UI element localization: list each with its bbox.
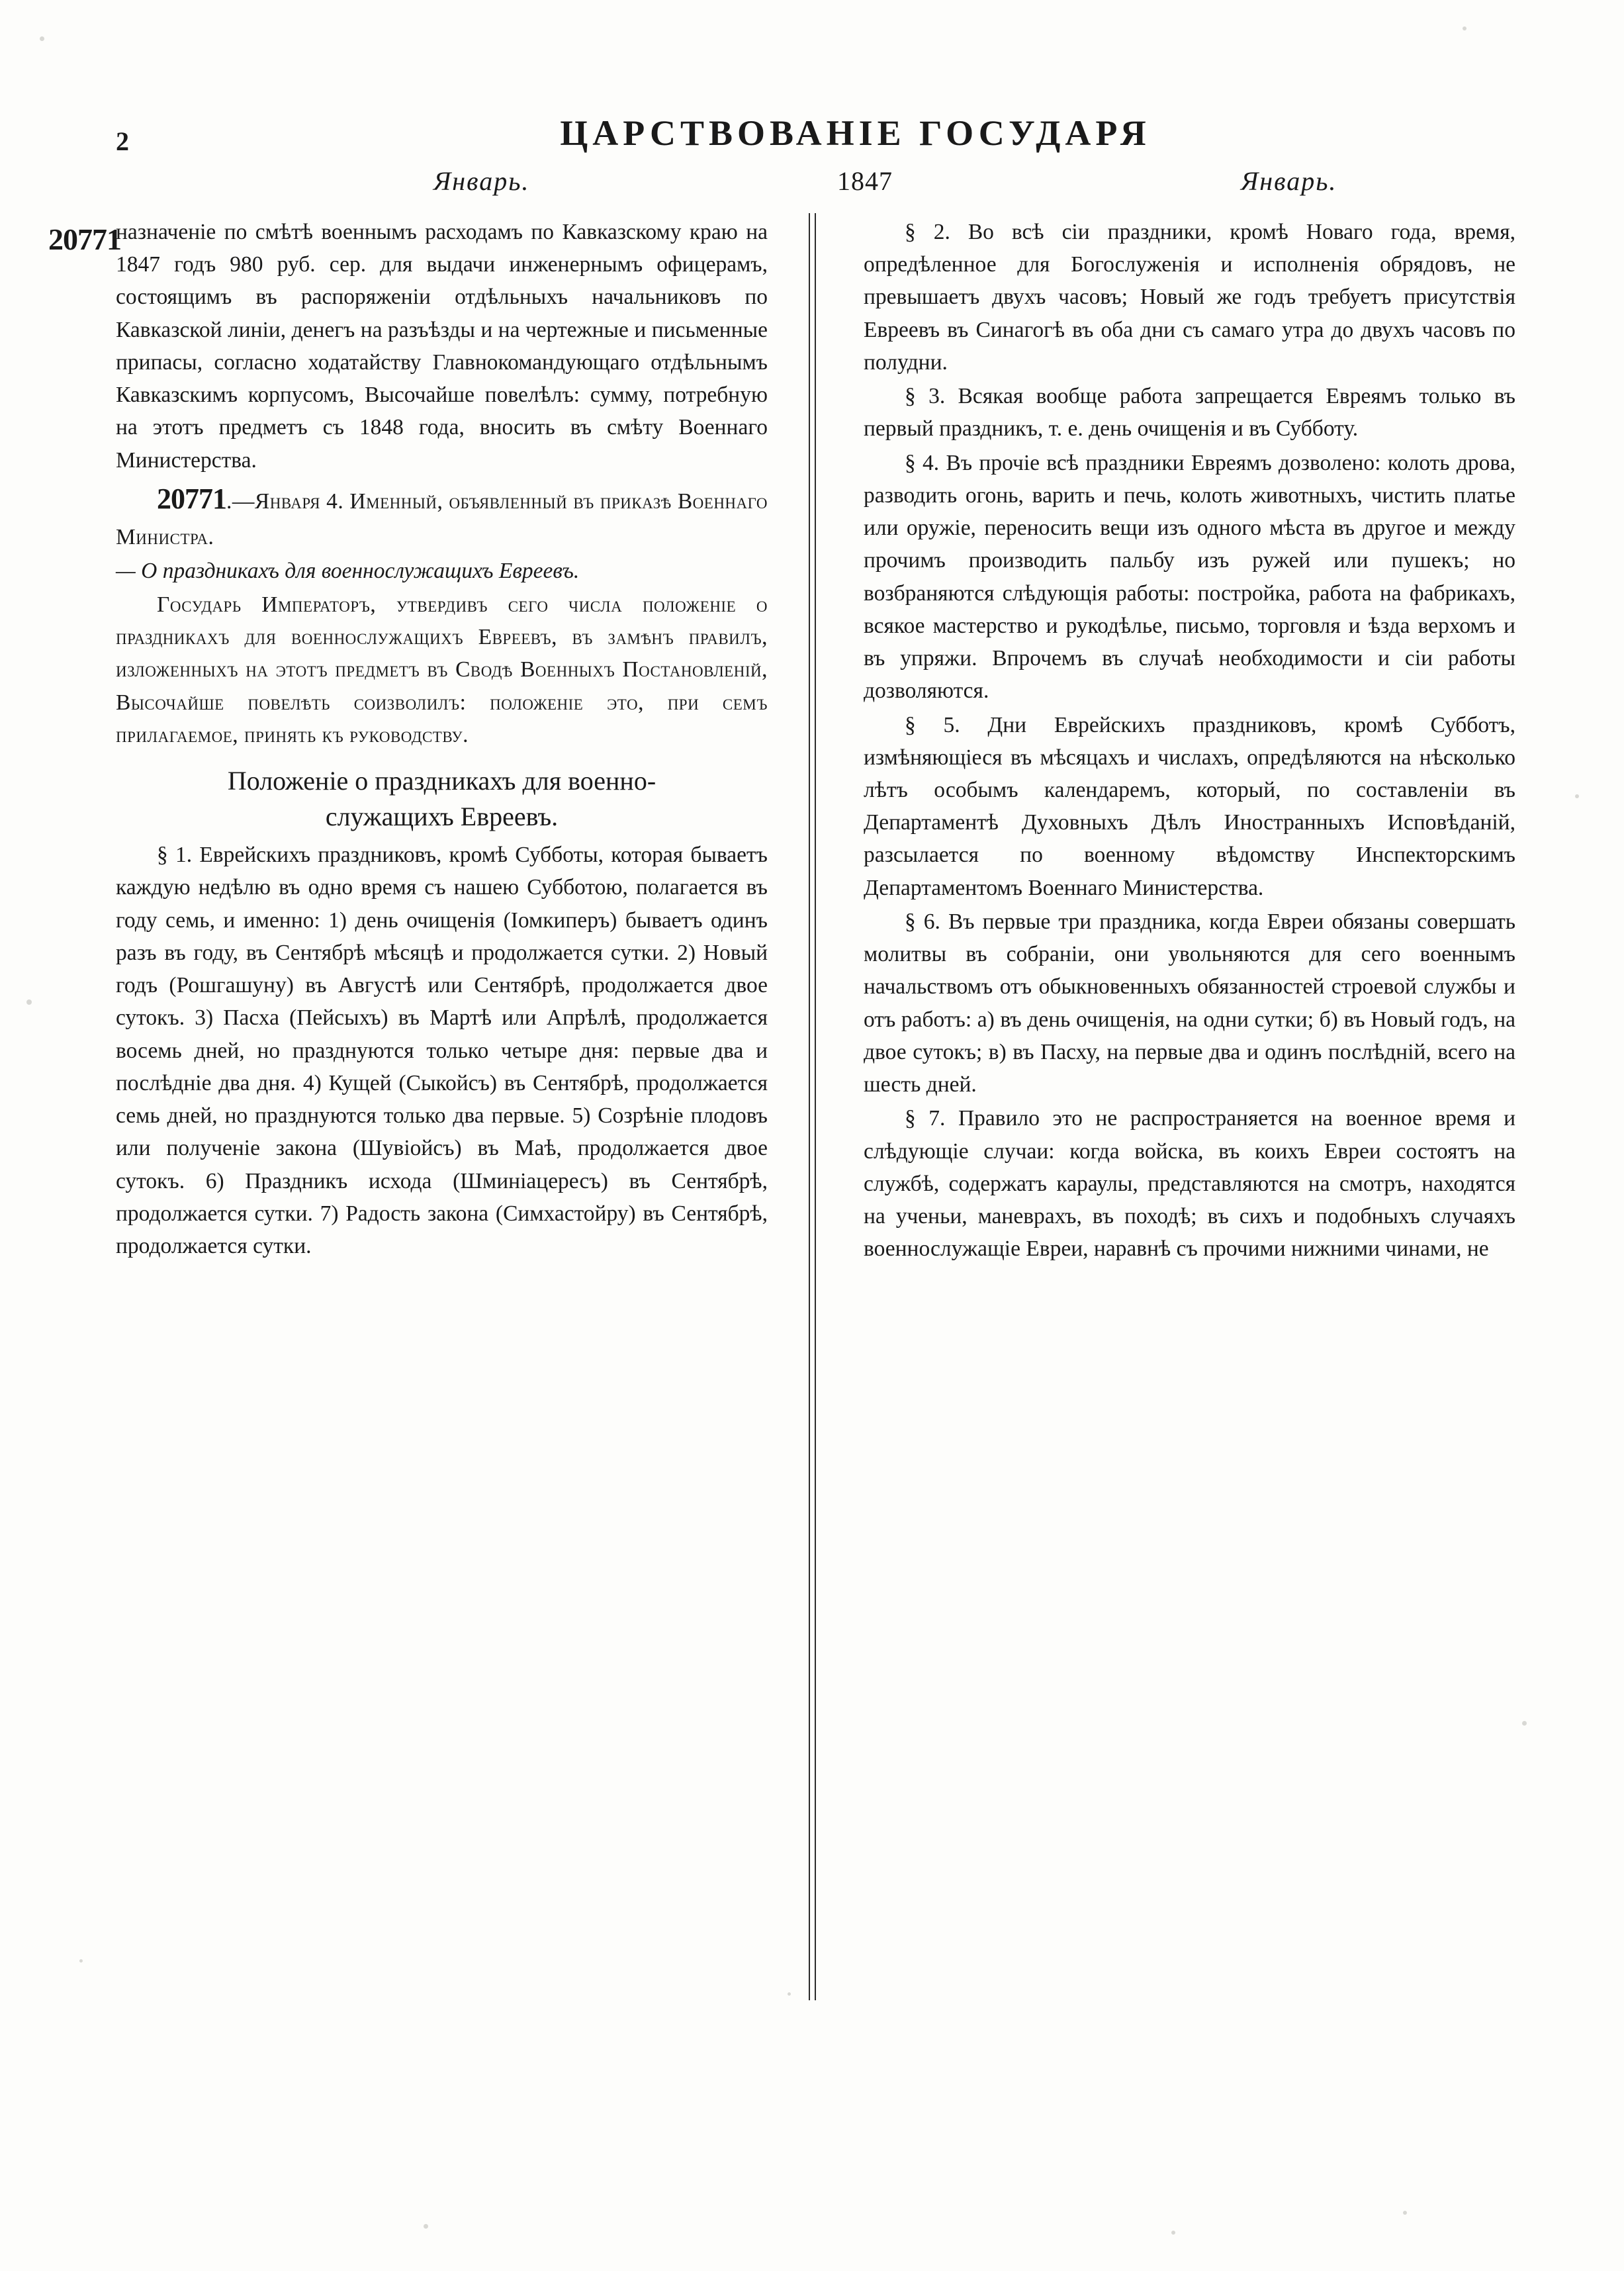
month-right: Январь. xyxy=(1241,166,1337,196)
regulation-title xyxy=(116,763,768,835)
year-label: 1847 xyxy=(837,166,893,196)
regulation-title-line1: Положеніе о праздникахъ для военно- xyxy=(227,766,656,796)
paragraph-1: § 1. Еврейскихъ праздниковъ, кромѣ Субботы, которая бываетъ каждую недѣлю въ одно время съ нашею Субботою, полагается въ году семь, и именно: 1) день очищенія (Іомкиперъ) бываетъ одинъ разъ въ году, въ Сентябрѣ мѣсяцѣ и продолжается сутки. 2) Новый годъ (Рошгашуну) въ Августѣ или Сентябрѣ, продолжается двое сутокъ. 3) Пасха (Пейсыхъ) въ Мартѣ или Апрѣлѣ, продолжается восемь дней, но празднуются только четыре дня: первые два и послѣдніе два дня. 4) Кущей (Сыкойсъ) въ Сентябрѣ, продолжается семь дней, но празднуются только два первые. 5) Созрѣніе плодовъ или полученіе закона (Шувіойсъ) въ Маѣ, продолжается двое сутокъ. 6) Праздникъ исхода (Шминіацересъ) въ Сентябрѣ, продолжается сутки. 7) Радость закона (Симхастойру) въ Сентябрѣ, продолжается сутки. xyxy=(116,843,768,1258)
act-heading-date: .—Января 4. Именный, объявленный въ приказѣ Военнаго Министра. xyxy=(116,488,768,549)
act-heading xyxy=(116,478,768,553)
paragraph-6: § 6. Въ первые три праздника, когда Евреи обязаны совершать молитвы въ собраніи, они увольняются для сего военнымъ начальствомъ отъ обыкновенныхъ обязанностей строевой службы и отъ работъ: а) въ день очищенія, на одни сутки; б) въ Новый годъ, на двое сутокъ; в) въ Пасху, на первые два и одинъ послѣдній, всего на шесть дней. xyxy=(864,909,1515,1097)
right-column xyxy=(864,216,1515,1267)
left-column xyxy=(48,216,768,1264)
paragraph-5: § 5. Дни Еврейскихъ праздниковъ, кромѣ Субботъ, измѣняющіеся въ мѣсяцахъ и числахъ, опредѣляются на нѣсколько лѣтъ особымъ календаремъ, который, по составленіи въ Департаментѣ Духовныхъ Дѣлъ Иностранныхъ Исповѣданій, разсылается по военному вѣдомству Инспекторскимъ Департаментомъ Военнаго Министерства. xyxy=(864,712,1515,900)
act-number: 20771 xyxy=(157,482,226,515)
paragraph-2: § 2. Во всѣ сіи праздники, кромѣ Новаго года, время, опредѣленное для Богослуженія и исполненія обрядовъ, не превышаетъ двухъ часовъ; Новый же годъ требуетъ присутствія Евреевъ въ Синагогѣ въ оба дни съ самаго утра до двухъ часовъ по полудни. xyxy=(864,220,1515,375)
month-left: Январь. xyxy=(433,166,530,196)
continued-paragraph xyxy=(48,216,768,477)
act-heading-title: — О праздникахъ для военнослужащихъ Евреевъ. xyxy=(116,558,580,583)
paragraph-7: § 7. Правило это не распространяется на военное время и слѣдующіе случаи: когда войска, въ коихъ Евреи состоятъ на службѣ, содержатъ караулы, представляются на смотръ, находятся на ученьи, маневрахъ, въ походѣ; въ сихъ и подобныхъ случаяхъ военнослужащіе Евреи, наравнѣ съ прочими нижними чинами, не xyxy=(864,1106,1515,1262)
page-speckle xyxy=(40,36,44,41)
paragraph-4: § 4. Въ прочіе всѣ праздники Евреямъ дозволено: колоть дрова, разводить огонь, варить и печь, колоть животныхъ, чистить платье или оружіе, переносить вещи изъ одного мѣста въ другое и между прочимъ производить пальбу изъ ружей или пушекъ; но возбраняются слѣдующія работы: постройка, работа на фабрикахъ, всякое мастерство и рукодѣлье, письмо, торговля и ѣзда верхомъ и въ упряжи. Впрочемъ въ случаѣ необходимости и сіи работы дозволяются. xyxy=(864,450,1515,704)
act-body-text: Государь Императоръ, утвердивъ сего числа положеніе о праздникахъ для военнослужащихъ Евреевъ, въ замѣнъ правилъ, изложенныхъ на этотъ предметъ въ Сводѣ Военныхъ Постановленій, Высочайше повелѣть соизволилъ: положеніе это, при семъ прилагаемое, принять къ руководству. xyxy=(116,592,768,747)
page-speckle xyxy=(1403,2211,1407,2215)
regulation-title-line2: служащихъ Евреевъ. xyxy=(325,802,559,832)
page-speckle xyxy=(1463,26,1466,30)
page-speckle xyxy=(79,1959,83,1963)
act-body xyxy=(116,588,768,751)
page-speckle xyxy=(1171,2231,1175,2235)
page-speckle xyxy=(424,2224,428,2229)
page-content xyxy=(48,93,1515,1262)
margin-law-number: 20771 xyxy=(48,222,121,256)
page-speckle xyxy=(1575,794,1579,798)
column-divider xyxy=(809,213,816,2000)
page-speckle xyxy=(1522,1721,1527,1726)
paragraph-3: § 3. Всякая вообще работа запрещается Евреямъ только въ первый праздникъ, т. е. день очищенія и въ Субботу. xyxy=(864,384,1515,441)
running-title: ЦАРСТВОВАНІЕ ГОСУДАРЯ xyxy=(560,113,1151,153)
continued-paragraph-text: назначеніе по смѣтѣ военнымъ расходамъ по Кавказскому краю на 1847 годъ 980 руб. сер. для выдачи инженернымъ офицерамъ, состоящимъ въ распоряженіи отдѣльныхъ начальниковъ по Кавказской линіи, денегъ на разъѣзды и на чертежные и письменные припасы, согласно ходатайству Главнокомандующаго отдѣльнымъ Кавказскимъ корпусомъ, Высочайше повелѣлъ: сумму, потребную на этотъ предметъ съ 1848 года, вносить въ смѣту Военнаго Министерства. xyxy=(116,220,768,473)
page-speckle xyxy=(788,1992,791,1996)
page-speckle xyxy=(26,999,32,1005)
page-subheader xyxy=(116,165,1515,205)
page-number: 2 xyxy=(116,126,130,156)
